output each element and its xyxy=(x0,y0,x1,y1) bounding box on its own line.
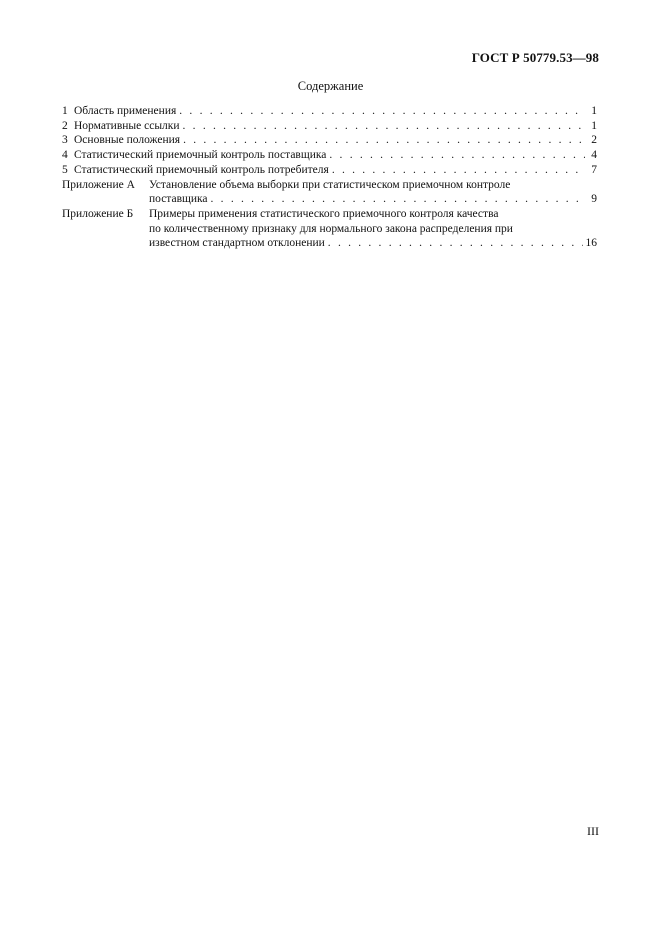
toc-entry[interactable] xyxy=(62,119,597,134)
toc-entry-page: 1 xyxy=(591,105,597,117)
toc-entry-title: Статистический приемочный контроль потребителя xyxy=(74,163,329,176)
toc-entry-number: 3 xyxy=(62,134,68,147)
dot-leader xyxy=(328,236,583,251)
toc-entry-title: Статистический приемочный контроль поставщика xyxy=(74,149,327,162)
appendix-page: 9 xyxy=(591,193,597,206)
dot-leader xyxy=(183,119,585,134)
toc-entry[interactable] xyxy=(62,148,597,163)
toc-entry[interactable] xyxy=(62,104,597,119)
toc-heading: Содержание xyxy=(297,79,364,93)
appendix-title-line: Примеры применения статистического приемочного контроля качества xyxy=(149,207,499,220)
table-of-contents xyxy=(62,104,597,251)
toc-entry-page: 2 xyxy=(591,134,597,147)
toc-entry-page: 7 xyxy=(591,163,597,176)
toc-entry-title: Нормативные ссылки xyxy=(74,119,180,132)
appendix-title-line: известном стандартном отклонении xyxy=(149,237,325,250)
toc-entry-title: Область применения xyxy=(74,105,177,117)
page-number: III xyxy=(587,824,599,838)
appendix-title xyxy=(149,207,597,251)
toc-entry-number: 1 xyxy=(62,105,68,117)
toc-appendix-entry[interactable] xyxy=(62,207,597,251)
appendix-title-line: по количественному признаку для нормального закона распределения при xyxy=(149,222,513,235)
appendix-title-line: поставщика xyxy=(149,193,208,206)
dot-leader xyxy=(183,133,585,148)
dot-leader xyxy=(179,104,585,119)
toc-entry[interactable] xyxy=(62,163,597,178)
appendix-last-line xyxy=(149,192,597,207)
appendix-label: Приложение Б xyxy=(62,207,134,220)
appendix-title xyxy=(149,178,597,207)
appendix-page: 16 xyxy=(585,237,597,250)
appendix-title-line: Установление объема выборки при статистическом приемочном контроле xyxy=(149,178,511,191)
toc-appendix-entry[interactable] xyxy=(62,178,597,207)
toc-entry-page: 1 xyxy=(591,119,597,132)
appendix-label: Приложение А xyxy=(62,178,135,191)
toc-entry-number: 5 xyxy=(62,163,68,176)
document-code: ГОСТ Р 50779.53—98 xyxy=(471,50,599,65)
dot-leader xyxy=(332,163,585,178)
toc-entry[interactable] xyxy=(62,133,597,148)
appendix-last-line xyxy=(149,236,597,251)
toc-entry-title: Основные положения xyxy=(74,134,181,147)
toc-entry-page: 4 xyxy=(591,149,597,162)
dot-leader xyxy=(329,148,585,163)
dot-leader xyxy=(211,192,585,207)
toc-entry-number: 2 xyxy=(62,119,68,132)
toc-entry-number: 4 xyxy=(62,149,68,162)
